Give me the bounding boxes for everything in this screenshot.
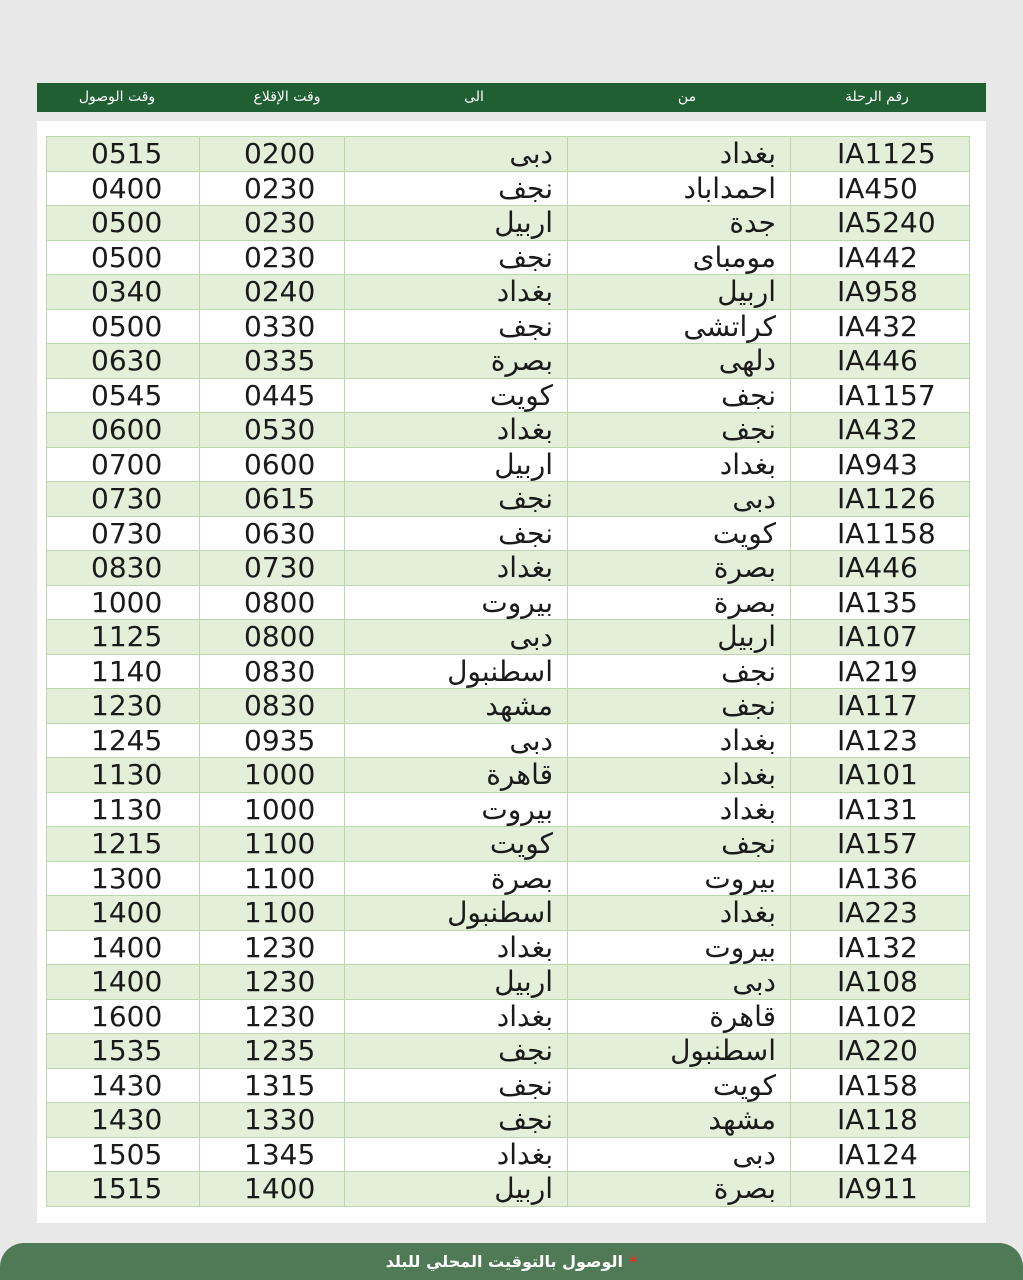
- table-row: [47, 171, 970, 206]
- origin-cell: اربيل: [568, 620, 791, 655]
- arrival-time-cell: 0600: [47, 413, 200, 448]
- destination-cell: دبى: [345, 723, 568, 758]
- table-row: [47, 861, 970, 896]
- departure-time-cell: 0615: [200, 482, 345, 517]
- departure-time-cell: 1100: [200, 896, 345, 931]
- destination-cell: بغداد: [345, 930, 568, 965]
- departure-time-cell: 1330: [200, 1103, 345, 1138]
- destination-cell: نجف: [345, 1034, 568, 1069]
- flight-number-cell: IA958: [791, 275, 970, 310]
- table-row: [47, 482, 970, 517]
- origin-cell: نجف: [568, 689, 791, 724]
- table-row: [47, 999, 970, 1034]
- arrival-time-cell: 1600: [47, 999, 200, 1034]
- destination-cell: اسطنبول: [345, 654, 568, 689]
- origin-cell: دبى: [568, 1137, 791, 1172]
- origin-cell: كويت: [568, 516, 791, 551]
- origin-cell: بغداد: [568, 758, 791, 793]
- departure-time-cell: 1315: [200, 1068, 345, 1103]
- destination-cell: قاهرة: [345, 758, 568, 793]
- departure-time-cell: 0935: [200, 723, 345, 758]
- arrival-time-cell: 1215: [47, 827, 200, 862]
- arrival-time-cell: 0400: [47, 171, 200, 206]
- table-row: [47, 654, 970, 689]
- flight-number-cell: IA136: [791, 861, 970, 896]
- flight-number-cell: IA450: [791, 171, 970, 206]
- flight-number-cell: IA432: [791, 413, 970, 448]
- origin-cell: احمداباد: [568, 171, 791, 206]
- destination-cell: اربيل: [345, 206, 568, 241]
- origin-cell: دلهى: [568, 344, 791, 379]
- table-row: [47, 896, 970, 931]
- table-row: [47, 723, 970, 758]
- destination-cell: اربيل: [345, 965, 568, 1000]
- origin-cell: بيروت: [568, 861, 791, 896]
- origin-cell: بغداد: [568, 723, 791, 758]
- destination-cell: مشهد: [345, 689, 568, 724]
- departure-time-cell: 0800: [200, 620, 345, 655]
- arrival-time-cell: 0700: [47, 447, 200, 482]
- table-row: [47, 1034, 970, 1069]
- table-row: [47, 965, 970, 1000]
- table-row: [47, 827, 970, 862]
- table-header: [37, 83, 986, 112]
- arrival-time-cell: 1505: [47, 1137, 200, 1172]
- flight-number-cell: IA220: [791, 1034, 970, 1069]
- departure-time-cell: 0335: [200, 344, 345, 379]
- table-row: [47, 1137, 970, 1172]
- departure-time-cell: 0630: [200, 516, 345, 551]
- origin-cell: نجف: [568, 378, 791, 413]
- arrival-time-cell: 1515: [47, 1172, 200, 1207]
- table-row: [47, 137, 970, 172]
- arrival-time-cell: 1400: [47, 930, 200, 965]
- origin-cell: بصرة: [568, 551, 791, 586]
- departure-time-cell: 0230: [200, 206, 345, 241]
- flight-number-cell: IA1157: [791, 378, 970, 413]
- origin-cell: بصرة: [568, 585, 791, 620]
- departure-time-cell: 0230: [200, 171, 345, 206]
- destination-cell: دبى: [345, 137, 568, 172]
- arrival-time-cell: 0545: [47, 378, 200, 413]
- origin-cell: نجف: [568, 413, 791, 448]
- footer-bar: [0, 1243, 1023, 1280]
- flight-number-cell: IA132: [791, 930, 970, 965]
- table-row: [47, 309, 970, 344]
- arrival-time-cell: 1400: [47, 896, 200, 931]
- origin-cell: بغداد: [568, 792, 791, 827]
- flight-number-cell: IA131: [791, 792, 970, 827]
- departure-time-cell: 0445: [200, 378, 345, 413]
- departure-time-cell: 1235: [200, 1034, 345, 1069]
- flight-number-cell: IA107: [791, 620, 970, 655]
- table-row: [47, 344, 970, 379]
- flight-number-cell: IA943: [791, 447, 970, 482]
- arrival-time-cell: 1140: [47, 654, 200, 689]
- flight-number-cell: IA446: [791, 551, 970, 586]
- table-row: [47, 585, 970, 620]
- table-row: [47, 620, 970, 655]
- destination-cell: نجف: [345, 1103, 568, 1138]
- destination-cell: كويت: [345, 827, 568, 862]
- arrival-time-cell: 0730: [47, 482, 200, 517]
- origin-cell: اسطنبول: [568, 1034, 791, 1069]
- arrival-time-cell: 1245: [47, 723, 200, 758]
- origin-cell: نجف: [568, 827, 791, 862]
- table-row: [47, 516, 970, 551]
- departure-time-cell: 0200: [200, 137, 345, 172]
- departure-time-cell: 0330: [200, 309, 345, 344]
- arrival-time-cell: 1535: [47, 1034, 200, 1069]
- origin-cell: كراتشى: [568, 309, 791, 344]
- flight-number-cell: IA101: [791, 758, 970, 793]
- origin-cell: مومباى: [568, 240, 791, 275]
- flight-number-cell: IA1158: [791, 516, 970, 551]
- departure-time-cell: 0800: [200, 585, 345, 620]
- header-flight-no: رقم الرحلة: [845, 89, 909, 105]
- asterisk: *: [629, 1252, 638, 1271]
- table-row: [47, 1103, 970, 1138]
- origin-cell: بغداد: [568, 137, 791, 172]
- departure-time-cell: 0530: [200, 413, 345, 448]
- flight-number-cell: IA223: [791, 896, 970, 931]
- arrival-time-cell: 0340: [47, 275, 200, 310]
- departure-time-cell: 0240: [200, 275, 345, 310]
- flight-number-cell: IA135: [791, 585, 970, 620]
- table-row: [47, 378, 970, 413]
- table-row: [47, 413, 970, 448]
- flight-number-cell: IA911: [791, 1172, 970, 1207]
- origin-cell: بغداد: [568, 447, 791, 482]
- origin-cell: بغداد: [568, 896, 791, 931]
- arrival-time-cell: 0830: [47, 551, 200, 586]
- flight-number-cell: IA124: [791, 1137, 970, 1172]
- departure-time-cell: 1345: [200, 1137, 345, 1172]
- departure-time-cell: 1000: [200, 792, 345, 827]
- departure-time-cell: 1230: [200, 965, 345, 1000]
- destination-cell: نجف: [345, 482, 568, 517]
- destination-cell: دبى: [345, 620, 568, 655]
- table-row: [47, 689, 970, 724]
- origin-cell: دبى: [568, 482, 791, 517]
- arrival-time-cell: 1130: [47, 792, 200, 827]
- destination-cell: بغداد: [345, 1137, 568, 1172]
- destination-cell: بيروت: [345, 792, 568, 827]
- departure-time-cell: 0600: [200, 447, 345, 482]
- origin-cell: نجف: [568, 654, 791, 689]
- origin-cell: مشهد: [568, 1103, 791, 1138]
- header-arrival: وقت الوصول: [78, 89, 156, 105]
- header-from: من: [677, 89, 697, 105]
- table-row: [47, 792, 970, 827]
- destination-cell: بغداد: [345, 551, 568, 586]
- origin-cell: بيروت: [568, 930, 791, 965]
- table-row: [47, 240, 970, 275]
- origin-cell: اربيل: [568, 275, 791, 310]
- departure-time-cell: 1000: [200, 758, 345, 793]
- departure-time-cell: 1100: [200, 827, 345, 862]
- destination-cell: بيروت: [345, 585, 568, 620]
- departure-time-cell: 1400: [200, 1172, 345, 1207]
- flight-number-cell: IA108: [791, 965, 970, 1000]
- arrival-time-cell: 0730: [47, 516, 200, 551]
- flight-number-cell: IA446: [791, 344, 970, 379]
- flight-number-cell: IA1126: [791, 482, 970, 517]
- table-row: [47, 206, 970, 241]
- arrival-time-cell: 0515: [47, 137, 200, 172]
- flight-number-cell: IA102: [791, 999, 970, 1034]
- arrival-time-cell: 1430: [47, 1068, 200, 1103]
- destination-cell: بصرة: [345, 344, 568, 379]
- flight-number-cell: IA157: [791, 827, 970, 862]
- origin-cell: بصرة: [568, 1172, 791, 1207]
- table-row: [47, 1172, 970, 1207]
- flight-number-cell: IA1125: [791, 137, 970, 172]
- header-departure: وقت الإقلاع: [253, 89, 321, 105]
- destination-cell: بصرة: [345, 861, 568, 896]
- arrival-time-cell: 1400: [47, 965, 200, 1000]
- flight-number-cell: IA158: [791, 1068, 970, 1103]
- flight-number-cell: IA442: [791, 240, 970, 275]
- origin-cell: جدة: [568, 206, 791, 241]
- table-row: [47, 275, 970, 310]
- destination-cell: اسطنبول: [345, 896, 568, 931]
- destination-cell: اربيل: [345, 1172, 568, 1207]
- flight-number-cell: IA5240: [791, 206, 970, 241]
- origin-cell: كويت: [568, 1068, 791, 1103]
- arrival-time-cell: 1000: [47, 585, 200, 620]
- table-row: [47, 551, 970, 586]
- destination-cell: بغداد: [345, 999, 568, 1034]
- departure-time-cell: 1230: [200, 999, 345, 1034]
- flight-schedule-table: [46, 136, 970, 1207]
- destination-cell: نجف: [345, 309, 568, 344]
- arrival-time-cell: 0500: [47, 206, 200, 241]
- arrival-time-cell: 0500: [47, 240, 200, 275]
- destination-cell: كويت: [345, 378, 568, 413]
- header-to: الى: [464, 89, 484, 105]
- flight-number-cell: IA432: [791, 309, 970, 344]
- arrival-time-cell: 0500: [47, 309, 200, 344]
- arrival-time-cell: 1130: [47, 758, 200, 793]
- destination-cell: نجف: [345, 240, 568, 275]
- table-row: [47, 1068, 970, 1103]
- departure-time-cell: 0730: [200, 551, 345, 586]
- departure-time-cell: 1100: [200, 861, 345, 896]
- destination-cell: نجف: [345, 516, 568, 551]
- departure-time-cell: 0830: [200, 689, 345, 724]
- table-row: [47, 758, 970, 793]
- destination-cell: نجف: [345, 1068, 568, 1103]
- arrival-time-cell: 1125: [47, 620, 200, 655]
- departure-time-cell: 1230: [200, 930, 345, 965]
- flight-rows: [47, 137, 970, 1207]
- footer-note-text: الوصول بالتوقيت المحلي للبلد: [385, 1252, 624, 1271]
- arrival-time-cell: 1230: [47, 689, 200, 724]
- destination-cell: بغداد: [345, 413, 568, 448]
- flight-number-cell: IA117: [791, 689, 970, 724]
- arrival-time-cell: 1430: [47, 1103, 200, 1138]
- arrival-time-cell: 0630: [47, 344, 200, 379]
- footer-note: [0, 1243, 1023, 1280]
- flight-number-cell: IA123: [791, 723, 970, 758]
- departure-time-cell: 0230: [200, 240, 345, 275]
- destination-cell: نجف: [345, 171, 568, 206]
- table-row: [47, 447, 970, 482]
- destination-cell: بغداد: [345, 275, 568, 310]
- origin-cell: قاهرة: [568, 999, 791, 1034]
- destination-cell: اربيل: [345, 447, 568, 482]
- flight-number-cell: IA118: [791, 1103, 970, 1138]
- flight-number-cell: IA219: [791, 654, 970, 689]
- arrival-time-cell: 1300: [47, 861, 200, 896]
- table-row: [47, 930, 970, 965]
- departure-time-cell: 0830: [200, 654, 345, 689]
- origin-cell: دبى: [568, 965, 791, 1000]
